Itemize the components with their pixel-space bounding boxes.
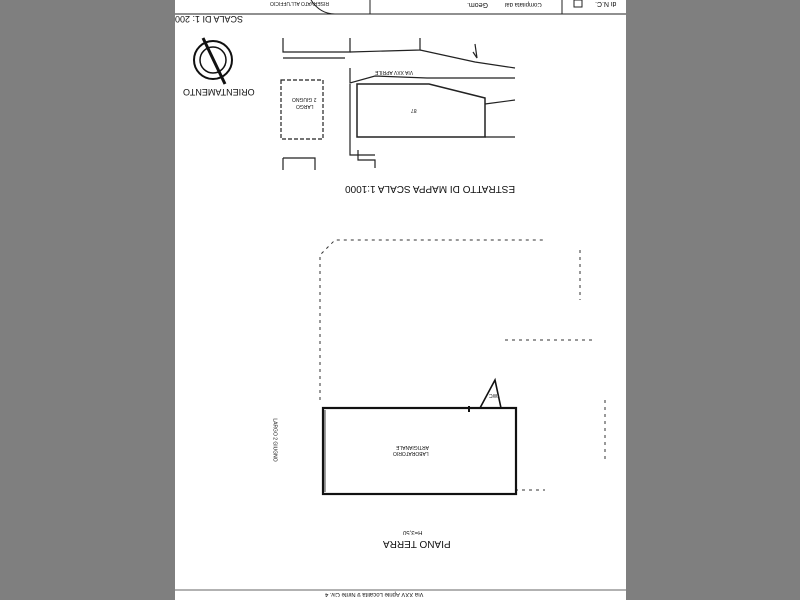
floor-plan-title: PIANO TERRA	[383, 538, 451, 549]
street-label: VIA XXV APRILE	[375, 69, 414, 75]
geom-label: Geom.	[467, 1, 489, 8]
parcel-label: 87	[411, 107, 417, 113]
nc-label: di N.C.	[595, 0, 617, 7]
room-label-1: LABORATORIO	[393, 450, 429, 456]
square-label-2: 2 GIUGNO	[292, 96, 317, 102]
lot-outline	[320, 240, 605, 490]
plan-sheet	[175, 0, 626, 600]
scala-label: SCALA DI 1: 200	[175, 14, 244, 24]
room-label-2: ARTIGIANALE	[396, 444, 429, 450]
height-label: H=3,50	[403, 529, 423, 535]
building-outline	[323, 380, 516, 494]
wc-label: WC	[489, 392, 498, 398]
compiled-label: Compilata dal	[505, 1, 542, 7]
map-extract	[281, 38, 515, 170]
checkbox-icon	[574, 0, 582, 7]
side-street-label: LARGO 2 GIUGNO	[271, 418, 278, 462]
square-label-1: LARGO	[296, 103, 314, 109]
reserved-label: RISERVATO ALL'UFFICIO	[270, 0, 329, 6]
orientation-label: ORIENTAMENTO	[183, 87, 255, 97]
map-extract-title: ESTRATTO DI MAPPA SCALA 1:1000	[345, 183, 516, 194]
compass-icon	[194, 38, 232, 84]
footer-text: Via XXV Aprile Località 9 Ninfe Civ. 4	[325, 591, 424, 597]
